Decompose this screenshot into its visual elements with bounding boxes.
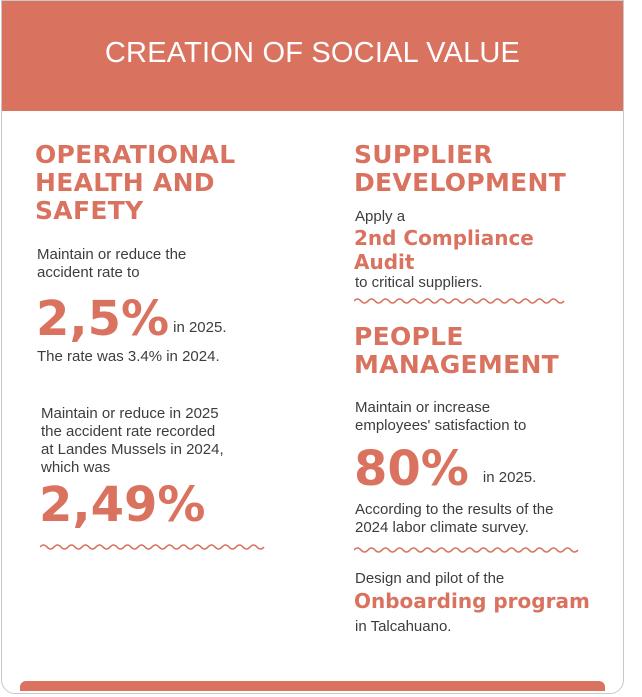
heading-line: SUPPLIER <box>354 140 493 169</box>
heading-line: HEALTH AND <box>35 168 215 197</box>
health-safety-section <box>35 141 235 225</box>
heading-line: DEVELOPMENT <box>354 168 567 197</box>
compliance-audit-highlight <box>354 226 534 274</box>
onboarding-intro: Design and pilot of the <box>355 570 505 587</box>
wavy-divider <box>354 296 566 306</box>
social-value-card <box>1 0 624 694</box>
text-line: Maintain or reduce in 2025 <box>41 405 219 422</box>
header-banner <box>2 1 623 111</box>
satisfaction-value: 80% <box>354 441 469 497</box>
landes-mussels-goal-text <box>41 405 224 477</box>
onboarding-highlight: Onboarding program <box>354 589 590 613</box>
text-line: at Landes Mussels in 2024, <box>41 441 224 458</box>
wavy-divider <box>40 542 266 552</box>
accident-rate-previous: The rate was 3.4% in 2024. <box>37 348 220 365</box>
heading-line: OPERATIONAL <box>35 140 236 169</box>
supplier-section <box>354 141 566 197</box>
accident-rate-year: in 2025. <box>173 319 227 336</box>
text-line: Maintain or increase <box>355 399 491 416</box>
accident-rate-target <box>36 291 227 347</box>
page-title: CREATION OF SOCIAL VALUE <box>104 36 521 69</box>
satisfaction-note <box>355 501 553 537</box>
footer-bar <box>20 681 605 691</box>
accident-rate-goal-text <box>37 246 186 282</box>
heading-line: SAFETY <box>35 196 144 225</box>
supplier-intro: Apply a <box>355 208 406 225</box>
wavy-divider <box>354 545 580 555</box>
onboarding-outro: in Talcahuano. <box>355 618 452 635</box>
people-section <box>354 323 559 379</box>
landes-mussels-rate-value: 2,49% <box>39 477 206 533</box>
supplier-heading <box>354 141 566 197</box>
text-line: employees' satisfaction to <box>355 417 527 434</box>
heading-line: PEOPLE <box>354 322 464 351</box>
satisfaction-target <box>354 441 537 497</box>
text-line: 2024 labor climate survey. <box>355 519 529 536</box>
text-line: accident rate to <box>37 264 140 281</box>
supplier-outro: to critical suppliers. <box>355 274 483 291</box>
highlight-line: 2nd Compliance <box>354 226 534 250</box>
health-safety-heading <box>35 141 235 225</box>
text-line: which was <box>41 459 111 476</box>
accident-rate-value: 2,5% <box>36 291 170 347</box>
text-line: the accident rate recorded <box>41 423 216 440</box>
satisfaction-year: in 2025. <box>482 469 537 486</box>
people-heading <box>354 323 559 379</box>
highlight-line: Audit <box>354 250 415 274</box>
text-line: Maintain or reduce the <box>37 246 187 263</box>
satisfaction-goal-text <box>355 399 526 435</box>
heading-line: MANAGEMENT <box>354 350 560 379</box>
text-line: According to the results of the <box>355 501 554 518</box>
